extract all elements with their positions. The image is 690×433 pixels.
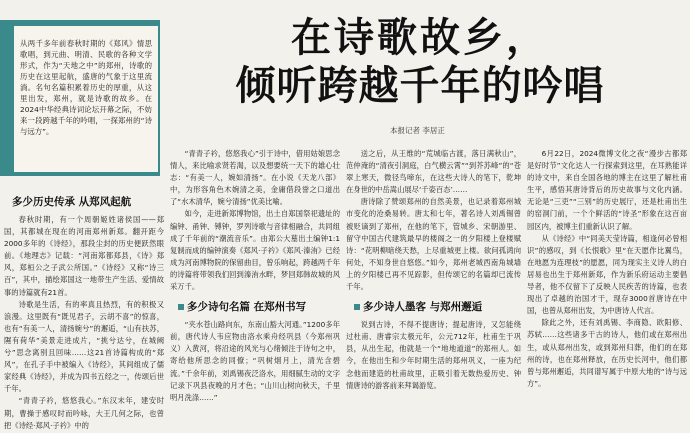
bullet-square-icon xyxy=(178,304,184,310)
headline xyxy=(170,14,670,124)
column-2 xyxy=(170,148,340,404)
paragraph: 送之后，从王维的“荒城临古渡，落日满秋山”，范仲淹的“清夜引洞庭，白气横云霄”“到芥苏峰”的“苍翠上寒天，微径鸟啼东，在这些大诗人的笔下，乾坤在身世的中岳嵩山展尽‘千姿百态’…… xyxy=(346,149,521,195)
headline-line-1: 在诗歌故乡， xyxy=(291,14,549,61)
bullet-square-icon xyxy=(354,304,360,310)
column-3 xyxy=(346,148,521,392)
byline: 本报记者 李居正 xyxy=(390,126,445,135)
paragraph: 春秋时期，有一个周朝姬姓诸侯国——郑国，其都城在现在的河南郑州新郑。翻开距今2000多年的《诗经》，那段尘封的历史便跃然眼前。《地理志》记载：“河南郑都郑县，《诗》郑风，郑桓公之子武公所国。”《诗经》又称“诗三百”，其中，描绘郑国这一地带生产生活、爱情故事的诗篇就有21首。 xyxy=(4,215,164,297)
paragraph: “青青子衿，悠悠我心。”东汉末年，建安时期，曹操于感叹时而吟咏，大王几何之际，也曾把《诗经·郑风·子衿》中的 xyxy=(4,396,164,430)
paragraph: “青青子衿，悠悠我心”引于诗中，借用姑娘思念情人，来比喻求贤若渴，以及想要统一天下的雄心壮志：“有美一人，婉如清扬”。在小说《天龙八部》中，为形容角色木婉清之美，金庸借段誉之口道出了“水木清华，婉兮清扬”优美比喻。 xyxy=(170,149,340,207)
column-1 xyxy=(4,188,164,432)
subheading-1 xyxy=(12,194,164,210)
subheading-1-text: 多少历史传承 从郑风起航 xyxy=(12,196,132,208)
paragraph: 如今，走进新郑博物馆，出土自郑国祭祀遗址的编钟、甬钟、镈钟，罗列诗歌与音律相融合，共同组成了千年前的“潮流音乐”。由郑公大墓出土编钟1:1复制而成的编钟演奏《郑风·子衿》《郑风·溱洧》已经成为河南博物院的保留曲目，曾乐响起，跨越两千年的诗篇将带领我们回到溱洧水畔，梦回郑韩故城的风采万千。 xyxy=(170,209,340,292)
headline-line-2: 倾听跨越千年的吟唱 xyxy=(235,62,605,109)
column-4 xyxy=(527,148,687,390)
subheading-3-text: 多少诗人墨客 与郑州邂逅 xyxy=(363,301,483,314)
subheading-2 xyxy=(178,299,340,315)
subheading-2-text: 多少诗句名篇 在郑州书写 xyxy=(187,301,307,314)
subheading-3 xyxy=(354,299,521,315)
paragraph: 从《诗经》中“同美天莹诗篇，相逢何必曾相识”的感叹，到《长恨歌》里“在天愿作比翼鸟，在地愿为连理枝”的愿愿，同为现实主义诗人的白居易也出生于郑州新郑，作为新乐府运动主要倡导者，他不仅留下了反映人民疾苦的诗篇，也表现出了卓越的治国才干，现存3000首唐诗在中国，也曾从郑州出发，为中唐诗人代言。 xyxy=(527,233,687,316)
paragraph: 诗歌是生活，有的率真且热烈，有的积极又浪漫。这里既有“既见君子，云胡不喜”的惊喜，也有“有美一人，清扬婉兮”的邂逅，“山有扶苏，隰有荷华”美景走进成片，“挑兮达兮，在城阙兮”思念离别且回味……这21首诗篇构成的“郑风”，在孔子手中被编入《诗经》，其间组成了儒家经典《诗经》，并成为四书五经之一，传颂后世千年。 xyxy=(4,299,164,394)
paragraph: 唐诗除了赞颂郑州的自然美景，也记录着郑州城市变化的沧桑易转。唐太和七年，著名诗人刘禹锡曾被贬谪到了郑州，在他的笔下，管城乡、宋朝游里、留守中国古代建筑最早的楼阁之一的夕阳楼上登楼赋诗：“花明柳暗绕天愁，上尽重城更上楼。欲问孤鸿向何处，不知身世自悠悠。”如今，郑州老城西南角城墙上的夕阳楼已再不见踪影，但传颂它的名篇却已流传千年。 xyxy=(346,197,521,292)
paragraph: 6月22日，2024微博文化之夜“漫步古都郑是好时节”文化达人一行探索到这里，在耳熟能详的诗文中，来自全国各地的博主在这里了解杜甫生平，感悟其唐诗背后的历史故事与文化内涵。无论是“三吏”“三别”的历史展厅，还是杜甫出生的窑洞门前，一个个鲜活的“诗圣”形象在这百亩园区内，被博主们重新认识了解。 xyxy=(527,149,687,231)
paragraph: “夹水苍山路向东，东南山豁大河通。”1200多年前，唐代诗人韦应物由洛水乘舟经巩县（今郑州巩义）入黄河，将沿途的风光与心绪倾注于诗句之中，寄给他所思念的同僚；“巩树烟月上，清光含碧流。”千余年前，刘禹锡夜泛洛水，用细腻生动的文字记录下巩县夜晚的月才色；“山川山树向秋天，千里明月洗涤……” xyxy=(170,320,340,402)
lead-box-inner xyxy=(14,26,158,172)
paragraph: 说到古诗，不得不提唐诗；提起唐诗，又怎能绕过杜甫、唐睿宗太极元年，公元712年，杜甫生于巩县，从出生起，他就是一个“地地道道”的郑州人。如今，在他出生和少年时期生活的郑州巩义，一座为纪念他而建造的杜甫故里，正吸引着无数热爱历史、钟情唐诗的游客前来拜谒游览。 xyxy=(346,320,521,390)
lead-text: 从两千多年前春秋时期的《郑风》情思歌唱，到元曲、明清、民歌的各种文学形式，作为“天地之中”的郑州，诗歌的历史在这里起航，盛唐的气象于这里流淌。名句名篇积累着历史的厚重，从这里出发，郑州，就是诗歌的故乡。在2024中华经典诗词论坛开幕之际，不妨来一段跨越千年的吟唱，一探郑州的“诗与远方”。 xyxy=(20,39,152,136)
lead-box xyxy=(0,20,160,176)
paragraph: 除此之外，还有刘禹锡、李商隐、欧阳修、苏轼……这些诸多干古的诗人，他们或在郑州出生，或从郑州出发，或到郑州归葬，他们的在郑州的诗，也在郑州释放，在历史长河中，他们都曾与郑州邂逅，共同谱写属于中原大地的“诗与远方”。 xyxy=(527,318,687,388)
